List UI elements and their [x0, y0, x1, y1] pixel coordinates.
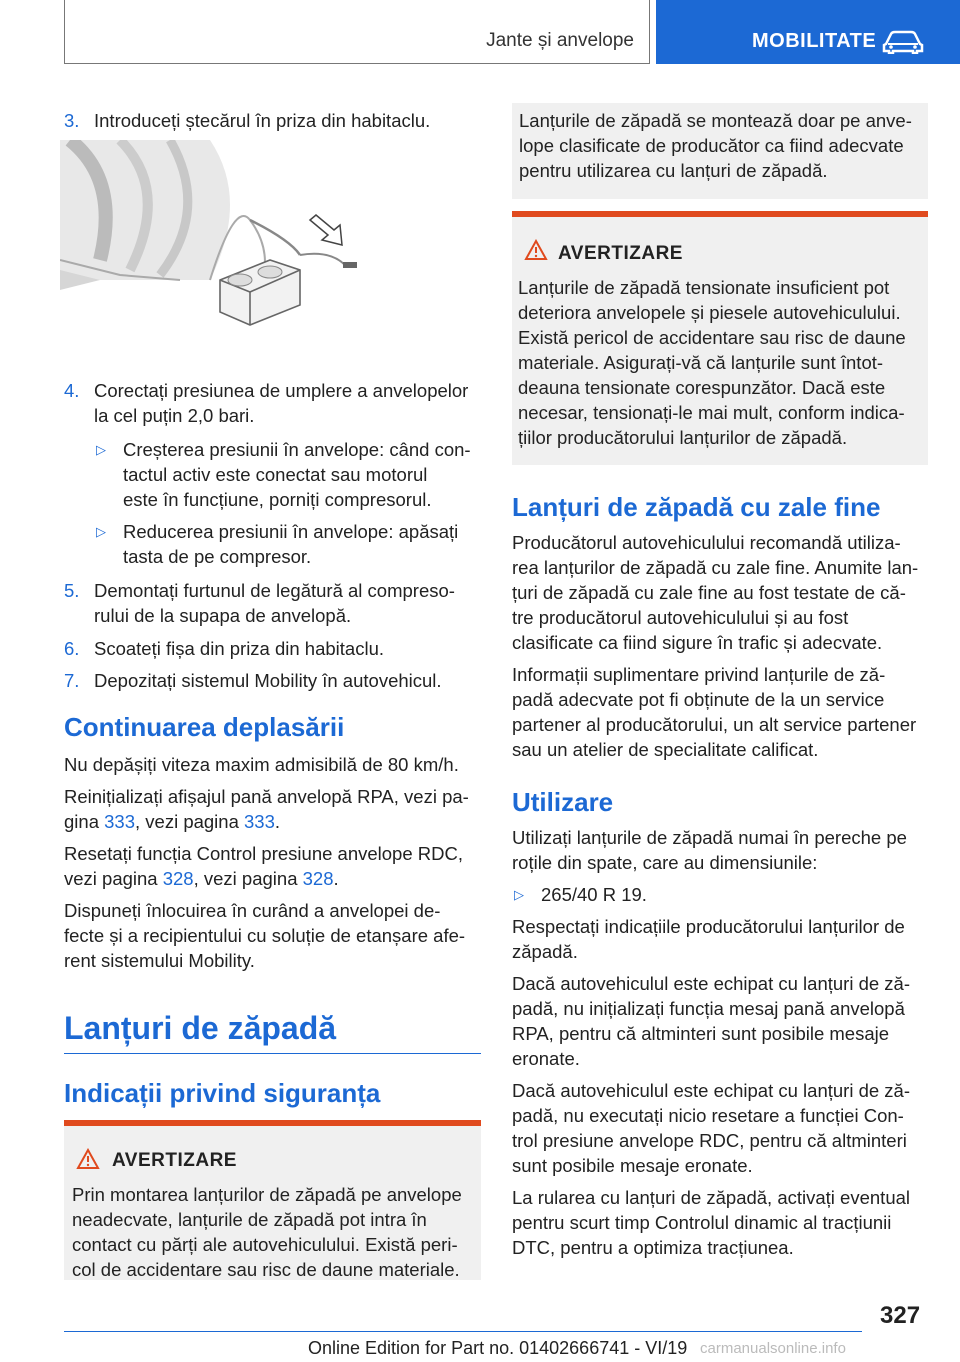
bullet-text: Creșterea presiunii în anvelope: când con‐: [123, 439, 471, 460]
step-text: Depozitați sistemul Mobility în autovehicul.: [94, 670, 442, 691]
paragraph: țuri de zăpadă cu zale fine au fost testate de că‐: [512, 582, 906, 603]
paragraph: padă, nu inițializați funcția mesaj pană anvelopă: [512, 998, 905, 1019]
warning-box: [512, 211, 928, 465]
page-link[interactable]: 328: [162, 868, 194, 889]
warning-triangle-icon: [76, 1148, 100, 1170]
heading-fine-link-chains: Lanțuri de zăpadă cu zale fine: [512, 492, 881, 522]
step-number: 4.: [64, 380, 80, 401]
page-link[interactable]: 328: [302, 868, 334, 889]
warning-text: deauna tensionate corespunzător. Dacă este: [518, 377, 886, 398]
heading-snow-chains: Lanțuri de zăpadă: [64, 1010, 337, 1046]
paragraph: RPA, pentru că altminteri sunt posibile mesaje: [512, 1023, 890, 1044]
warning-text: Lanțurile de zăpadă tensionate insuficient pot: [518, 277, 890, 298]
warning-text: țiilor producătorului lanțurilor de zăpadă.: [518, 427, 848, 448]
step-text: la cel puțin 2,0 bari.: [94, 405, 255, 426]
footer-edition: Online Edition for Part no. 01402666741 - VI/19: [308, 1338, 688, 1358]
paragraph: zăpadă.: [512, 941, 578, 962]
step-number: 3.: [64, 110, 80, 131]
triangle-right-icon: ▷: [96, 524, 106, 539]
step-text: rului de la supapa de anvelopă.: [94, 605, 352, 626]
heading-continue-driving: Continuarea deplasării: [64, 712, 345, 742]
header-section-title: Jante și anvelope: [486, 30, 634, 51]
paragraph: DTC, pentru a optimiza tracțiunea.: [512, 1237, 794, 1258]
page-link[interactable]: 333: [244, 811, 275, 832]
compressor-illustration: [60, 140, 398, 336]
heading-usage: Utilizare: [512, 787, 614, 817]
paragraph-with-links: vezi pagina 328, vezi pagina 328.: [64, 868, 339, 889]
warning-title: AVERTIZARE: [558, 243, 683, 264]
bullet-text: tasta de pe compresor.: [123, 546, 312, 567]
step-text: Introduceți ștecărul în priza din habitaclu.: [94, 110, 431, 131]
note-text: lope clasificate de producător ca fiind adecvate: [519, 135, 904, 156]
paragraph: La rularea cu lanțuri de zăpadă, activați eventual: [512, 1187, 911, 1208]
step-number: 6.: [64, 638, 80, 659]
warning-text: deteriora anvelopele și piesele autovehiculului.: [518, 302, 901, 323]
warning-text: materiale. Asigurați-vă că lanțurile sunt întot‐: [518, 352, 884, 373]
warning-text: Există pericol de accidentare sau risc de daune: [518, 327, 906, 348]
page-link[interactable]: 333: [104, 811, 135, 832]
paragraph: pentru scurt timp Controlul dinamic al tracțiunii: [512, 1212, 892, 1233]
warning-box: [64, 1120, 481, 1280]
paragraph: rea lanțurilor de zăpadă cu zale fine. Anumite lan‐: [512, 557, 919, 578]
page-number: 327: [880, 1302, 921, 1329]
watermark: carmanualsonline.info: [700, 1340, 846, 1357]
triangle-right-icon: ▷: [96, 442, 106, 457]
paragraph: partener al producătorului, un alt service partener: [512, 714, 917, 735]
warning-text: necesar, tensionați-le mai mult, conform indica‐: [518, 402, 905, 423]
step-number: 5.: [64, 580, 80, 601]
bullet-text: Reducerea presiunii în anvelope: apăsați: [123, 521, 459, 542]
paragraph: Nu depășiți viteza maxim admisibilă de 80 km/h.: [64, 754, 459, 775]
paragraph: sunt posibile mesaje eronate.: [512, 1155, 753, 1176]
step-text: Scoateți fișa din priza din habitaclu.: [94, 638, 385, 659]
header-tab-label: MOBILITATE: [752, 30, 877, 52]
footer-rule: [64, 1331, 862, 1332]
heading-safety: Indicații privind siguranța: [64, 1078, 381, 1108]
warning-title: AVERTIZARE: [112, 1150, 237, 1171]
paragraph-with-links: gina 333, vezi pagina 333.: [64, 811, 281, 832]
warning-text: neadecvate, lanțurile de zăpadă pot intra în: [72, 1209, 427, 1230]
car-icon: [882, 30, 924, 54]
paragraph: tre producătorul autovehiculului și au fost: [512, 607, 849, 628]
step-number: 7.: [64, 670, 80, 691]
paragraph: roțile din spate, care au dimensiunile:: [512, 852, 818, 873]
step-text: Corectați presiunea de umplere a anvelopelor: [94, 380, 469, 401]
paragraph: clasificate ca fiind sigure în trafic și adecvate.: [512, 632, 883, 653]
heading-rule: [64, 1053, 481, 1054]
bullet-text: este în funcțiune, porniți compresorul.: [123, 489, 432, 510]
paragraph: Dacă autovehiculul este echipat cu lanțuri de ză‐: [512, 973, 910, 994]
paragraph: padă, nu executați nicio resetare a funcției Con‐: [512, 1105, 904, 1126]
paragraph: Resetați funcția Control presiune anvelope RDC,: [64, 843, 463, 864]
paragraph: Reinițializați afișajul pană anvelopă RPA, vezi pa‐: [64, 786, 469, 807]
triangle-right-icon: ▷: [514, 887, 524, 902]
paragraph: Respectați indicațiile producătorului lanțurilor de: [512, 916, 905, 937]
paragraph: Dacă autovehiculul este echipat cu lanțuri de ză‐: [512, 1080, 910, 1101]
paragraph: fecte și a recipientului cu soluție de etanșare afe‐: [64, 925, 466, 946]
paragraph: Dispuneți înlocuirea în curând a anvelopei de‐: [64, 900, 441, 921]
paragraph: rent sistemului Mobility.: [64, 950, 255, 971]
warning-text: col de accidentare sau risc de daune materiale.: [72, 1259, 460, 1280]
note-box: [512, 103, 928, 199]
step-text: Demontați furtunul de legătură al compreso‐: [94, 580, 455, 601]
bullet-text: tactul activ este conectat sau motorul: [123, 464, 428, 485]
paragraph: sau un atelier de specialitate calificat.: [512, 739, 819, 760]
warning-text: contact cu părți ale autovehiculului. Există peri‐: [72, 1234, 458, 1255]
note-text: pentru utilizarea cu lanțuri de zăpadă.: [519, 160, 828, 181]
paragraph: trol presiune anvelope RDC, pentru că altminteri: [512, 1130, 907, 1151]
bullet-text: 265/40 R 19.: [541, 884, 647, 905]
paragraph: padă adecvate pot fi obținute de la un service: [512, 689, 885, 710]
paragraph: Informații suplimentare privind lanțurile de ză‐: [512, 664, 886, 685]
warning-triangle-icon: [524, 239, 548, 261]
paragraph: Utilizați lanțurile de zăpadă numai în pereche pe: [512, 827, 907, 848]
warning-text: Prin montarea lanțurilor de zăpadă pe anvelope: [72, 1184, 462, 1205]
paragraph: Producătorul autovehiculului recomandă utiliza‐: [512, 532, 901, 553]
paragraph: eronate.: [512, 1048, 580, 1069]
note-text: Lanțurile de zăpadă se montează doar pe anve‐: [519, 110, 912, 131]
